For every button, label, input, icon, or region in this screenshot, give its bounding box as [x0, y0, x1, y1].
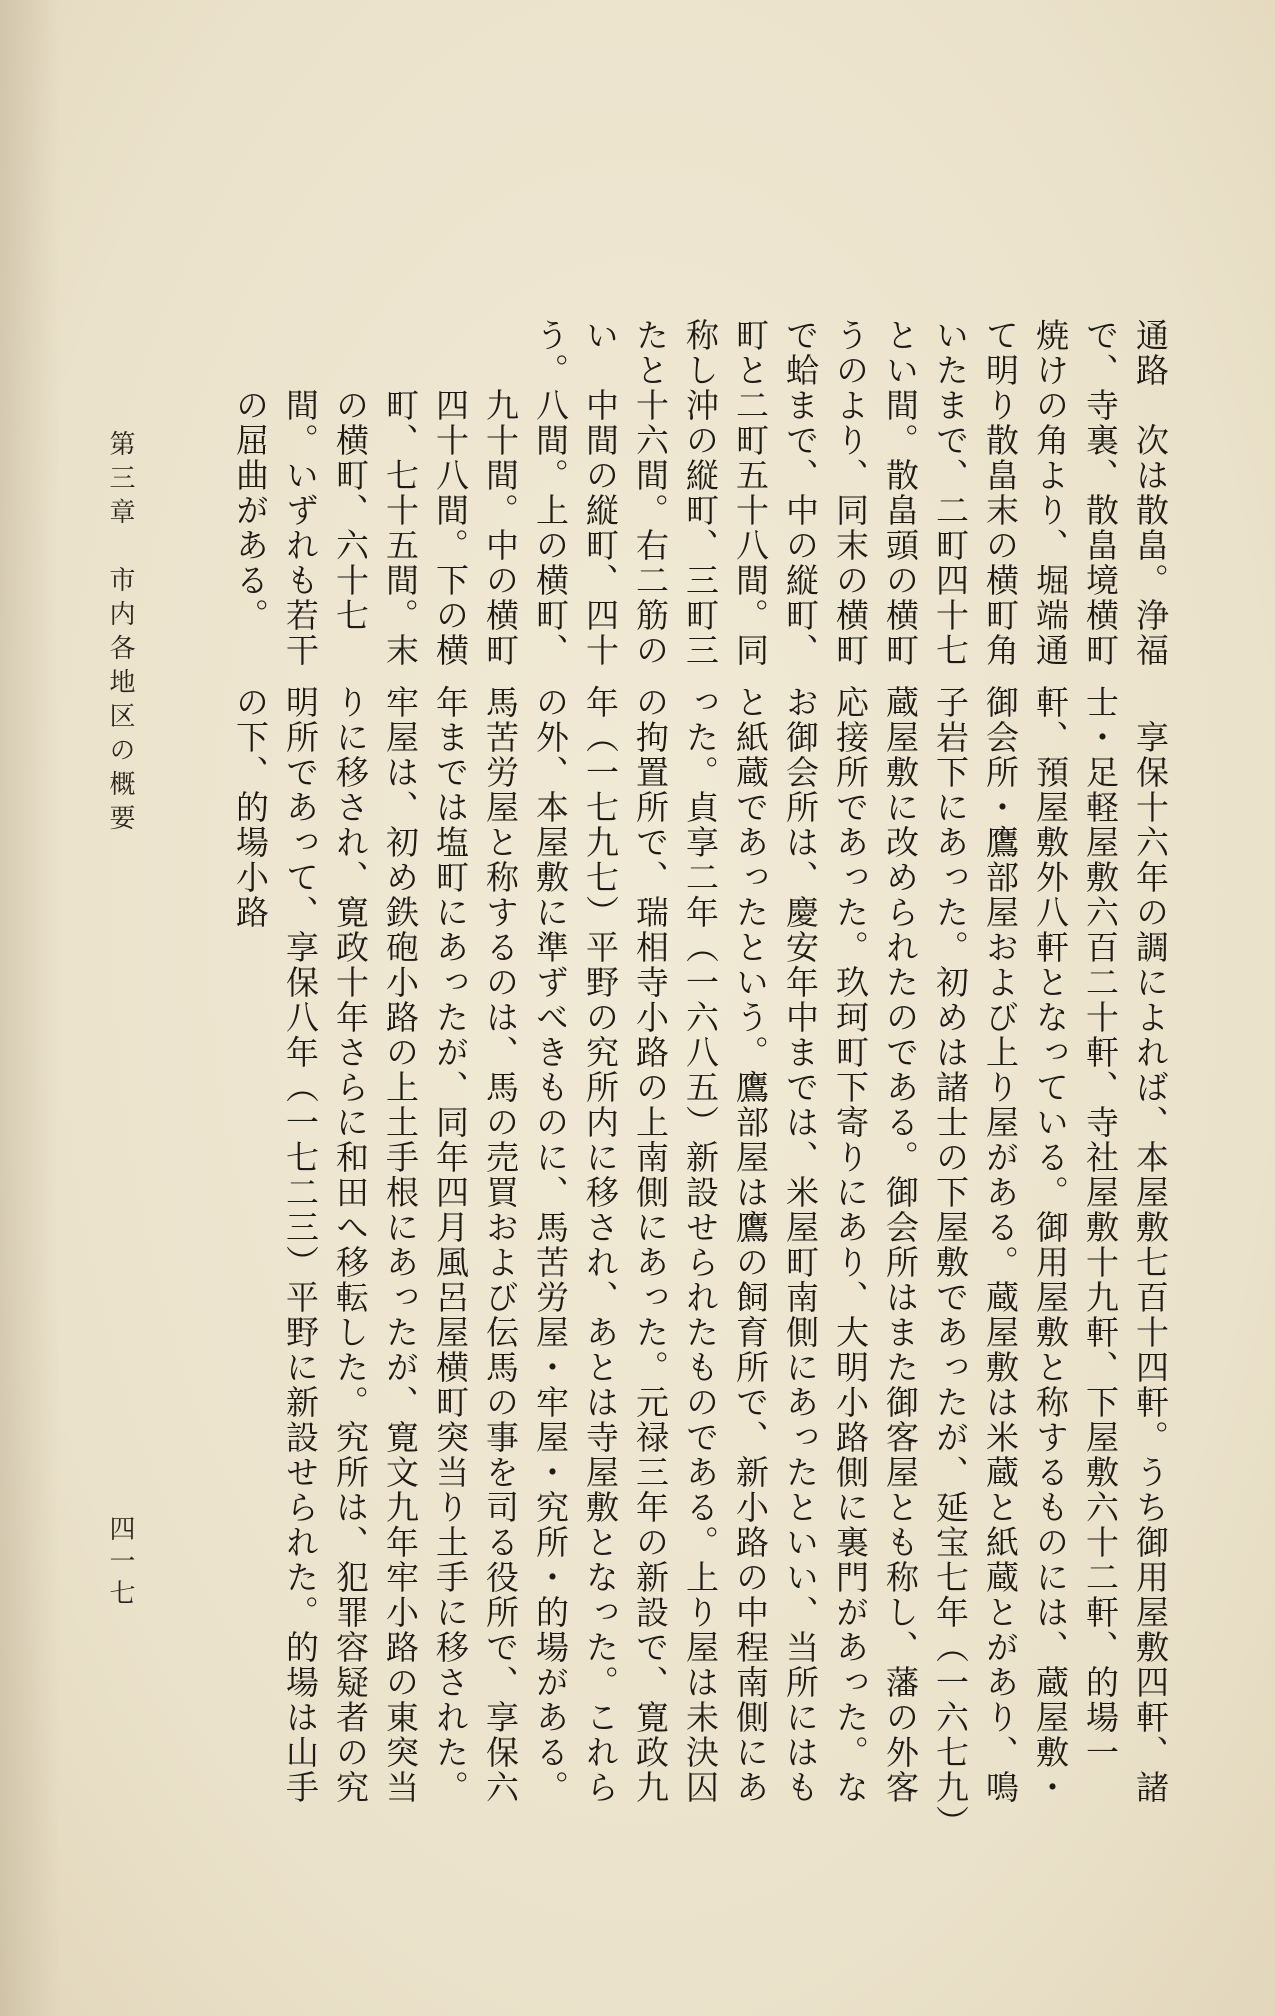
- chapter-title: 第三章 市内各地区の概要: [105, 430, 135, 838]
- page-number: 四一七: [105, 1515, 135, 1611]
- paragraph-kyoho-survey: 享保十六年の調によれば、本屋敷七百十四軒。うち御用屋敷四軒、諸士・足軽屋敷六百二十軒、寺社屋敷十九軒、下屋敷六十二軒、的場一軒、預屋敷外八軒となっている。御用屋敷と称するものには、蔵屋敷・御会所・鷹部屋および上り屋がある。蔵屋敷は米蔵と紙蔵とがあり、鳴子岩下にあった。初めは諸士の下屋敷であったが、延宝七年（一六七九）蔵屋敷に改められたのである。御会所はまた御客屋とも称し、藩の外客応接所であった。玖珂町下寄りにあり、大明小路側に裏門があった。なお御会所は、慶安年中までは、米屋町南側にあったといい、当所にはもと紙蔵であったという。鷹部屋は鷹の飼育所で、新小路の中程南側にあった。貞享二年（一六八五）新設せられたものである。上り屋は未決囚の拘置所で、瑞相寺小路の上南側にあった。元禄三年の新設で、寛政九年（一七九七）平野の究所内に移され、あとは寺屋敷となった。これらの外、本屋敷に準ずべきものに、馬苦労屋・牢屋・究所・的場がある。馬苦労屋と称するのは、馬の売買および伝馬の事を司る役所で、享保六年までは塩町にあったが、同年四月風呂屋横町突当り土手に移された。牢屋は、初め鉄砲小路の上土手根にあったが、寛文九年牢小路の東突当りに移され、寛政十年さらに和田へ移転した。究所は、犯罪容疑者の究明所であって、享保八年（一七二三）平野に新設せられた。的場は山手の下、的場小路: [231, 684, 1170, 1824]
- binding-shadow: [0, 0, 60, 2016]
- body-text: [175, 318, 1175, 1838]
- paragraph-sanbata: 次は散畠。浄福寺裏、散畠境横町の角より、堀端通り散畠末の横町角まで、二町四十七間。散畠頭の横町より、同末の横町まで、中の縦町、二町五十八間。同沖の縦町、三町三十六間。右二筋の中間の縦町、四十八間。上の横町、九十間。中の横町四十八間。下の横町、七十五間。末の横町、六十七間。いずれも若干の屈曲がある。: [231, 388, 1170, 668]
- paragraph-continuation: 通路で、焼けて明いたというので蛤町と称したという。: [531, 318, 1170, 388]
